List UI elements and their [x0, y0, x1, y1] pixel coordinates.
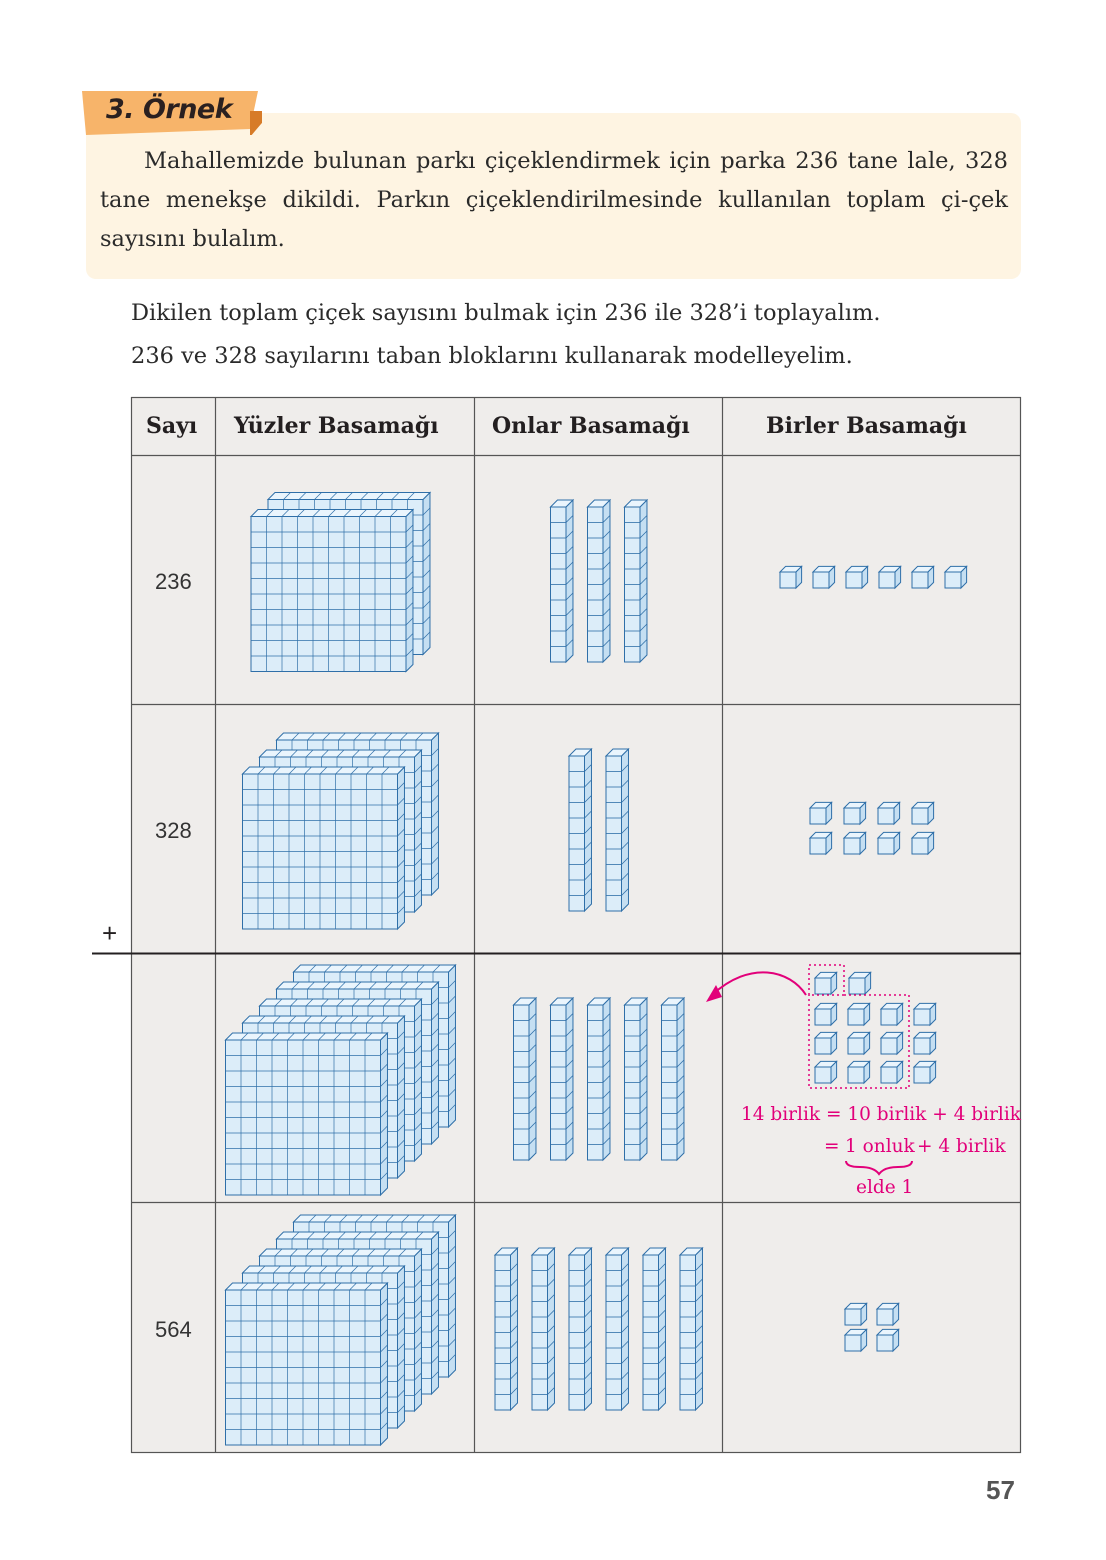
intro-line-2: 236 ve 328 sayılarını taban bloklarını kullanarak modelleyelim.: [131, 343, 853, 369]
row4-number: 564: [155, 1317, 192, 1342]
regroup-line-1: 14 birlik = 10 birlik + 4 birlik: [741, 1104, 1021, 1125]
plus-sign: +: [102, 918, 118, 948]
carry-arrow: [712, 972, 806, 995]
regroup-plus: + 4 birlik: [917, 1136, 1006, 1157]
example-title: 3. Örnek: [106, 94, 233, 125]
header-number: Sayı: [146, 413, 198, 439]
row2-number: 328: [155, 818, 192, 843]
row1-number: 236: [155, 569, 192, 594]
carry-group-outline: [809, 965, 844, 995]
header-hundreds: Yüzler Basamağı: [234, 413, 439, 439]
example-text: Mahallemizde bulunan parkı çiçeklendirmek için parka 236 tane lale, 328 tane menekşe dikildi. Parkın çiçeklendirilmesinde kullanılan toplam çi-çek sayısını bulalım.: [100, 148, 1008, 252]
carry-brace: [846, 1161, 912, 1174]
page-number: 57: [986, 1475, 1015, 1505]
intro-line-1: Dikilen toplam çiçek sayısını bulmak için 236 ile 328’i toplayalım.: [131, 300, 881, 326]
header-ones: Birler Basamağı: [766, 413, 967, 439]
regroup-onluk: 1 onluk: [845, 1136, 915, 1157]
carry-label: elde 1: [856, 1177, 914, 1198]
regroup-eq: =: [824, 1136, 840, 1157]
header-tens: Onlar Basamağı: [492, 413, 690, 439]
